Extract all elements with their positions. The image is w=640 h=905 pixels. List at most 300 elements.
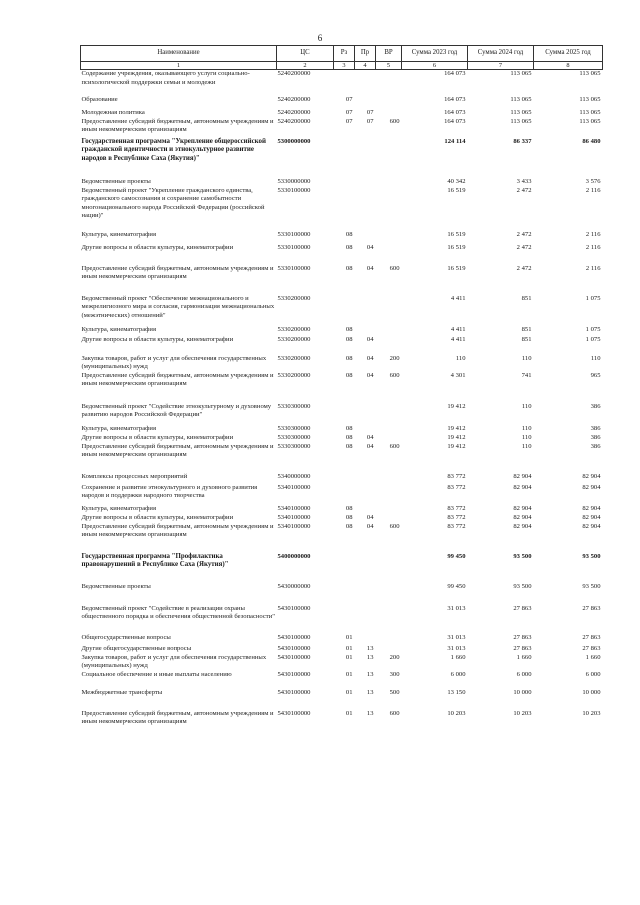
row-rz: 08 (345, 522, 353, 530)
row-sum-2025: 1 660 (585, 653, 601, 661)
row-vr (376, 295, 402, 326)
header-index-row (81, 62, 603, 70)
row-name: Культура, кинематография (81, 504, 156, 512)
row-sum-2025: 1 075 (585, 335, 601, 343)
row-sum-2024: 113 065 (510, 70, 532, 77)
row-cs: 5340100000 (277, 513, 311, 521)
row-sum-2023: 164 073 (444, 70, 466, 77)
row-vr (376, 244, 402, 265)
row-vr: 600 (389, 442, 400, 450)
row-vr: 500 (389, 688, 400, 696)
row-sum-2024: 27 863 (513, 604, 532, 612)
row-rz: 07 (345, 117, 353, 125)
row-sum-2023: 164 073 (444, 108, 466, 116)
row-pr: 04 (366, 513, 374, 521)
row-pr: 13 (366, 653, 374, 661)
row-cs: 5430100000 (277, 653, 311, 661)
row-vr (376, 178, 402, 187)
table-row (81, 326, 603, 336)
row-cs: 5330300000 (277, 402, 311, 410)
row-sum-2025: 3 576 (585, 177, 601, 185)
row-sum-2024: 10 203 (513, 709, 532, 717)
table-row (81, 434, 603, 443)
row-vr (376, 187, 402, 231)
row-rz (334, 403, 355, 425)
row-sum-2023: 99 450 (447, 582, 466, 590)
row-sum-2023: 99 450 (447, 552, 466, 560)
header-cs: ЦС (277, 46, 334, 62)
row-vr: 600 (389, 709, 400, 717)
row-rz (334, 605, 355, 634)
row-vr (376, 553, 402, 583)
row-cs: 5430100000 (277, 604, 311, 612)
row-rz (334, 484, 355, 505)
row-name: Ведомственный проект "Содействие в реализации охраны общественного порядка и обеспечения общественной безопасности" (81, 604, 275, 621)
row-sum-2024: 851 (521, 335, 532, 343)
row-cs: 5330100000 (277, 186, 311, 194)
header-rz: Рз (334, 46, 355, 62)
row-sum-2024: 113 065 (510, 117, 532, 125)
row-name: Культура, кинематография (81, 230, 156, 238)
row-sum-2025: 10 203 (582, 709, 601, 717)
row-sum-2025: 27 863 (582, 644, 601, 652)
row-cs: 5330200000 (277, 294, 311, 302)
row-name: Ведомственный проект "Содействие этнокультурному и духовному развитию народов Российской Федерации" (81, 402, 272, 419)
row-sum-2023: 4 411 (450, 325, 466, 333)
table-row (81, 355, 603, 372)
row-vr: 600 (389, 522, 400, 530)
row-name: Содержание учреждения, оказывающего услуги социально-психологической поддержки семьи и молодежи (81, 70, 250, 86)
row-sum-2023: 31 013 (447, 604, 466, 612)
row-sum-2025: 113 065 (579, 108, 601, 116)
row-name: Ведомственные проекты (81, 582, 151, 590)
row-rz: 01 (345, 688, 353, 696)
row-sum-2025: 110 (590, 354, 601, 362)
row-sum-2024: 851 (521, 294, 532, 302)
row-rz: 08 (345, 504, 353, 512)
row-cs: 5330300000 (277, 442, 311, 450)
row-rz (334, 473, 355, 484)
row-cs: 5430100000 (277, 644, 311, 652)
row-vr: 200 (389, 653, 400, 661)
row-sum-2023: 83 772 (447, 504, 466, 512)
header-index: 3 (334, 62, 355, 70)
row-vr: 200 (389, 354, 400, 362)
table-row (81, 645, 603, 654)
row-rz: 08 (345, 354, 353, 362)
row-sum-2024: 2 472 (516, 243, 532, 251)
row-pr: 13 (366, 644, 374, 652)
row-cs: 5330300000 (277, 424, 311, 432)
row-vr (376, 484, 402, 505)
row-sum-2024: 110 (521, 424, 532, 432)
row-sum-2025: 2 116 (585, 264, 601, 272)
row-sum-2025: 82 904 (582, 522, 601, 530)
row-sum-2025: 965 (590, 371, 601, 379)
row-cs: 5430100000 (277, 670, 311, 678)
row-sum-2023: 110 (455, 354, 466, 362)
row-sum-2024: 27 863 (513, 633, 532, 641)
row-rz: 08 (345, 243, 353, 251)
row-name: Предоставление субсидий бюджетным, автономным учреждениям и иным некоммерческим организациям (81, 709, 274, 726)
row-sum-2025: 27 863 (582, 633, 601, 641)
table-row (81, 336, 603, 355)
row-cs: 5330200000 (277, 354, 311, 362)
row-cs: 5340000000 (277, 472, 311, 480)
row-sum-2023: 31 013 (447, 633, 466, 641)
row-name: Ведомственные проекты (81, 177, 151, 185)
table-row (81, 372, 603, 403)
row-pr (355, 295, 376, 326)
row-rz: 08 (345, 424, 353, 432)
header-index: 1 (81, 62, 277, 70)
row-name: Другие вопросы в области культуры, кинематографии (81, 243, 234, 251)
row-sum-2023: 19 412 (447, 424, 466, 432)
row-sum-2024: 3 433 (516, 177, 532, 185)
row-sum-2024: 110 (521, 402, 532, 410)
row-sum-2025: 82 904 (582, 472, 601, 480)
header-index: 6 (402, 62, 468, 70)
row-sum-2025: 2 116 (585, 230, 601, 238)
row-sum-2025: 113 065 (579, 70, 601, 77)
table-row (81, 710, 603, 746)
table-row (81, 583, 603, 605)
row-sum-2023: 16 519 (447, 230, 466, 238)
header-sum-2024: Сумма 2024 год (468, 46, 534, 62)
row-name: Другие вопросы в области культуры, кинематографии (81, 433, 234, 441)
row-rz (334, 187, 355, 231)
row-vr (376, 336, 402, 355)
row-cs: 5340100000 (277, 522, 311, 530)
row-sum-2025: 386 (590, 424, 601, 432)
row-sum-2025: 93 500 (582, 552, 601, 560)
row-pr (355, 96, 376, 109)
row-name: Ведомственный проект "Укрепление гражданского единства, гражданского самосознания и сохранение самобытности многонационального народа Российской Федерации (российской нации)" (81, 186, 265, 220)
row-vr (376, 326, 402, 336)
row-sum-2025: 27 863 (582, 604, 601, 612)
row-pr: 04 (366, 442, 374, 450)
row-sum-2023: 4 301 (450, 371, 466, 379)
row-pr: 13 (366, 709, 374, 717)
row-sum-2024: 86 337 (513, 137, 532, 145)
table-row (81, 109, 603, 118)
row-pr: 13 (366, 688, 374, 696)
row-name: Другие вопросы в области культуры, кинематографии (81, 335, 234, 343)
row-cs: 5340100000 (277, 504, 311, 512)
row-name: Образование (81, 95, 118, 103)
row-pr: 04 (366, 243, 374, 251)
row-cs: 5330300000 (277, 433, 311, 441)
row-sum-2023: 19 412 (447, 433, 466, 441)
row-pr: 04 (366, 335, 374, 343)
row-rz (334, 553, 355, 583)
row-name: Культура, кинематография (81, 424, 156, 432)
row-name: Другие общегосударственные вопросы (81, 644, 192, 652)
row-vr: 600 (389, 371, 400, 379)
row-cs: 5430100000 (277, 688, 311, 696)
row-sum-2023: 13 150 (447, 688, 466, 696)
row-vr (376, 70, 402, 96)
table-row (81, 138, 603, 178)
row-sum-2024: 82 904 (513, 522, 532, 530)
row-sum-2023: 31 013 (447, 644, 466, 652)
row-rz: 01 (345, 653, 353, 661)
row-pr: 07 (366, 108, 374, 116)
table-body (81, 70, 603, 746)
row-pr (355, 326, 376, 336)
row-sum-2025: 113 065 (579, 95, 601, 103)
row-sum-2023: 83 772 (447, 472, 466, 480)
row-sum-2023: 83 772 (447, 522, 466, 530)
table-row (81, 605, 603, 634)
row-sum-2025: 82 904 (582, 513, 601, 521)
row-rz: 01 (345, 644, 353, 652)
row-cs: 5240200000 (277, 108, 311, 116)
row-name: Сохранение и развитие этнокультурного и духовного развития народов и поддержки народного творчества (81, 483, 258, 500)
row-rz: 08 (345, 433, 353, 441)
table-row (81, 295, 603, 326)
row-sum-2023: 10 203 (447, 709, 466, 717)
row-name: Социальное обеспечение и иные выплаты населению (81, 670, 232, 678)
row-sum-2025: 93 500 (582, 582, 601, 590)
row-pr (355, 425, 376, 434)
row-vr (376, 96, 402, 109)
row-sum-2024: 1 660 (516, 653, 532, 661)
row-sum-2024: 93 500 (513, 552, 532, 560)
row-cs: 5430100000 (277, 633, 311, 641)
row-cs: 5330100000 (277, 264, 311, 272)
row-rz (334, 138, 355, 178)
row-cs: 5300000000 (277, 137, 311, 145)
row-rz: 08 (345, 335, 353, 343)
row-sum-2025: 2 116 (585, 243, 601, 251)
table-row (81, 403, 603, 425)
row-sum-2024: 2 472 (516, 186, 532, 194)
header-row (81, 46, 603, 62)
row-cs: 5430100000 (277, 709, 311, 717)
row-pr: 04 (366, 433, 374, 441)
row-vr (376, 634, 402, 645)
table-row (81, 244, 603, 265)
row-sum-2025: 82 904 (582, 504, 601, 512)
row-cs: 5240200000 (277, 95, 311, 103)
row-vr: 300 (389, 670, 400, 678)
row-pr (355, 178, 376, 187)
row-sum-2024: 82 904 (513, 504, 532, 512)
row-cs: 5400000000 (277, 552, 311, 560)
header-name: Наименование (81, 46, 277, 62)
row-name: Межбюджетные трансферты (81, 688, 163, 696)
row-vr (376, 645, 402, 654)
row-pr (355, 473, 376, 484)
row-sum-2025: 1 075 (585, 294, 601, 302)
header-pr: Пр (355, 46, 376, 62)
row-sum-2023: 40 342 (447, 177, 466, 185)
row-vr (376, 473, 402, 484)
table-row (81, 634, 603, 645)
row-pr (355, 634, 376, 645)
table-row (81, 70, 603, 96)
row-sum-2025: 113 065 (579, 117, 601, 125)
row-cs: 5240200000 (277, 117, 311, 125)
row-name: Закупка товаров, работ и услуг для обеспечения государственных (муниципальных) нужд (81, 653, 267, 670)
table-row (81, 425, 603, 434)
row-rz: 08 (345, 325, 353, 333)
row-name: Культура, кинематография (81, 325, 156, 333)
row-rz (334, 583, 355, 605)
row-name: Другие вопросы в области культуры, кинематографии (81, 513, 234, 521)
row-sum-2024: 110 (521, 433, 532, 441)
row-sum-2023: 1 660 (450, 653, 466, 661)
row-cs: 5430000000 (277, 582, 311, 590)
row-sum-2023: 4 411 (450, 294, 466, 302)
row-vr (376, 231, 402, 244)
row-sum-2024: 82 904 (513, 472, 532, 480)
header-vr: ВР (376, 46, 402, 62)
row-sum-2023: 19 412 (447, 442, 466, 450)
table-row (81, 473, 603, 484)
row-rz: 01 (345, 670, 353, 678)
budget-table (80, 45, 603, 746)
row-sum-2025: 2 116 (585, 186, 601, 194)
row-name: Предоставление субсидий бюджетным, автономным учреждениям и иным некоммерческим организациям (81, 264, 274, 281)
row-sum-2025: 6 000 (585, 670, 601, 678)
row-pr (355, 484, 376, 505)
table-row (81, 231, 603, 244)
row-sum-2025: 86 480 (582, 137, 601, 145)
row-sum-2024: 82 904 (513, 483, 532, 491)
row-sum-2023: 83 772 (447, 483, 466, 491)
row-sum-2024: 93 500 (513, 582, 532, 590)
row-cs: 5240200000 (277, 70, 311, 77)
row-sum-2025: 1 075 (585, 325, 601, 333)
row-pr (355, 138, 376, 178)
page-number: 6 (317, 33, 323, 43)
header-sum-2025: Сумма 2025 год (534, 46, 603, 62)
row-sum-2024: 741 (521, 371, 532, 379)
row-vr (376, 514, 402, 523)
row-name: Общегосударственные вопросы (81, 633, 171, 641)
row-sum-2025: 386 (590, 442, 601, 450)
row-sum-2023: 4 411 (450, 335, 466, 343)
row-name: Закупка товаров, работ и услуг для обеспечения государственных (муниципальных) нужд (81, 354, 267, 371)
row-vr (376, 583, 402, 605)
row-cs: 5340100000 (277, 483, 311, 491)
row-sum-2023: 6 000 (450, 670, 466, 678)
row-cs: 5330200000 (277, 371, 311, 379)
table-row (81, 505, 603, 514)
row-cs: 5330200000 (277, 325, 311, 333)
row-pr (355, 583, 376, 605)
row-pr (355, 403, 376, 425)
row-sum-2023: 124 114 (444, 137, 466, 145)
header-index: 8 (534, 62, 603, 70)
table-row (81, 484, 603, 505)
header-index: 2 (277, 62, 334, 70)
row-sum-2024: 851 (521, 325, 532, 333)
table-row (81, 187, 603, 231)
row-sum-2024: 82 904 (513, 513, 532, 521)
row-pr (355, 505, 376, 514)
row-sum-2024: 6 000 (516, 670, 532, 678)
row-sum-2024: 27 863 (513, 644, 532, 652)
table-row (81, 443, 603, 473)
row-pr: 04 (366, 371, 374, 379)
row-rz: 08 (345, 371, 353, 379)
header-index: 5 (376, 62, 402, 70)
row-vr: 600 (389, 117, 400, 125)
row-sum-2023: 16 519 (447, 264, 466, 272)
row-sum-2024: 2 472 (516, 230, 532, 238)
row-vr (376, 109, 402, 118)
row-sum-2025: 82 904 (582, 483, 601, 491)
row-pr: 13 (366, 670, 374, 678)
row-pr (355, 605, 376, 634)
row-vr (376, 505, 402, 514)
row-name: Ведомственный проект "Обеспечение межнационального и межрелигиозного мира и согласия, гармонизация межнациональных (межэтнических) отношений" (81, 294, 275, 319)
table-row (81, 265, 603, 295)
row-cs: 5330100000 (277, 230, 311, 238)
table-row (81, 671, 603, 689)
row-rz: 08 (345, 442, 353, 450)
row-sum-2023: 164 073 (444, 95, 466, 103)
row-sum-2024: 10 000 (513, 688, 532, 696)
row-sum-2023: 164 073 (444, 117, 466, 125)
row-sum-2025: 386 (590, 433, 601, 441)
row-rz: 07 (345, 108, 353, 116)
row-sum-2023: 83 772 (447, 513, 466, 521)
row-sum-2023: 16 519 (447, 186, 466, 194)
row-sum-2023: 16 519 (447, 243, 466, 251)
row-rz (334, 70, 355, 96)
row-cs: 5330000000 (277, 177, 311, 185)
row-pr (355, 70, 376, 96)
table-row (81, 514, 603, 523)
row-pr: 07 (366, 117, 374, 125)
row-vr (376, 605, 402, 634)
row-vr (376, 434, 402, 443)
header-sum-2023: Сумма 2023 год (402, 46, 468, 62)
row-sum-2025: 10 000 (582, 688, 601, 696)
row-sum-2024: 113 065 (510, 108, 532, 116)
table-row (81, 523, 603, 553)
row-sum-2024: 113 065 (510, 95, 532, 103)
row-rz: 01 (345, 709, 353, 717)
header-index: 7 (468, 62, 534, 70)
row-vr (376, 138, 402, 178)
row-rz: 08 (345, 264, 353, 272)
row-name: Предоставление субсидий бюджетным, автономным учреждениям и иным некоммерческим организациям (81, 442, 274, 459)
row-pr: 04 (366, 354, 374, 362)
row-sum-2023: 19 412 (447, 402, 466, 410)
row-name: Предоставление субсидий бюджетным, автономным учреждениям и иным некоммерческим организациям (81, 371, 274, 388)
row-vr: 600 (389, 264, 400, 272)
table-row (81, 553, 603, 583)
row-name: Государственная программа "Профилактика правонарушений в Республике Саха (Якутия)" (81, 552, 229, 569)
row-name: Государственная программа "Укрепление общероссийской гражданской идентичности и этнокультурное развитие народов в Республике Саха (Якутия)" (81, 137, 266, 162)
row-pr: 04 (366, 264, 374, 272)
table-row (81, 689, 603, 710)
table-row (81, 178, 603, 187)
row-name: Комплексы процессных мероприятий (81, 472, 188, 480)
row-rz: 01 (345, 633, 353, 641)
row-name: Предоставление субсидий бюджетным, автономным учреждениям и иным некоммерческим организациям (81, 117, 274, 134)
row-vr (376, 425, 402, 434)
row-pr (355, 231, 376, 244)
row-cs: 5330100000 (277, 243, 311, 251)
row-name: Предоставление субсидий бюджетным, автономным учреждениям и иным некоммерческим организациям (81, 522, 274, 539)
row-rz: 08 (345, 230, 353, 238)
